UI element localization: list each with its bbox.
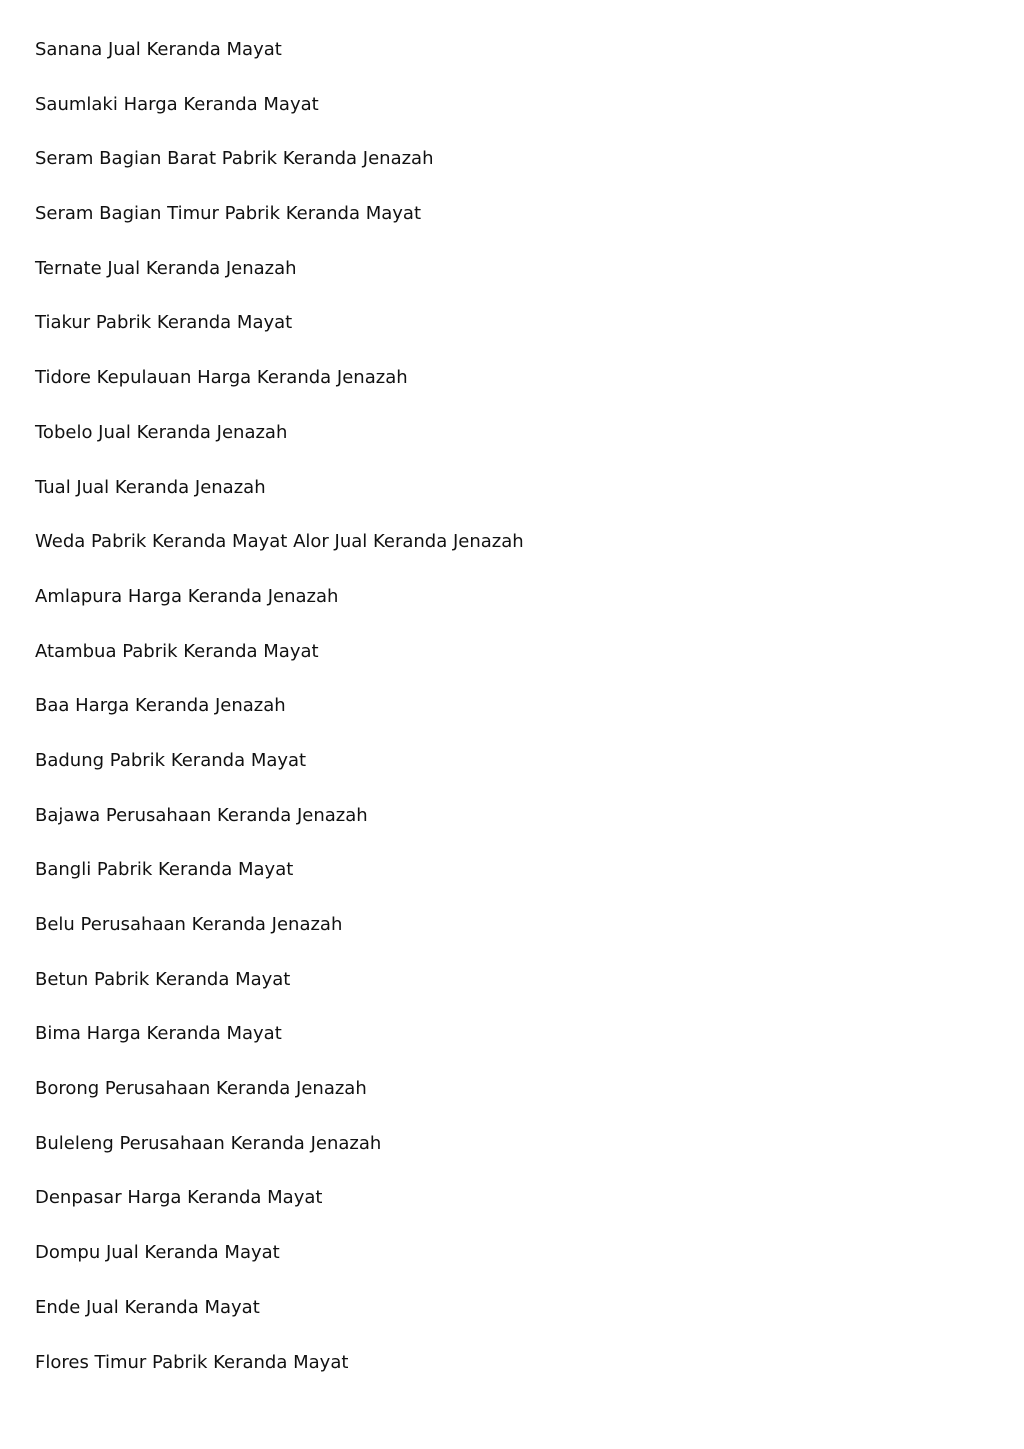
list-item: Bangli Pabrik Keranda Mayat	[35, 859, 294, 881]
list-item: Ternate Jual Keranda Jenazah	[35, 257, 297, 279]
list-item: Betun Pabrik Keranda Mayat	[35, 968, 291, 990]
list-item: Baa Harga Keranda Jenazah	[35, 695, 286, 717]
list-item: Bajawa Perusahaan Keranda Jenazah	[35, 804, 368, 826]
list-item: Saumlaki Harga Keranda Mayat	[35, 93, 319, 115]
list-item: Tidore Kepulauan Harga Keranda Jenazah	[35, 367, 408, 389]
list-item: Atambua Pabrik Keranda Mayat	[35, 640, 319, 662]
list-item: Tual Jual Keranda Jenazah	[35, 476, 266, 498]
list-item: Weda Pabrik Keranda Mayat Alor Jual Keranda Jenazah	[35, 531, 524, 553]
list-item: Ende Jual Keranda Mayat	[35, 1296, 260, 1318]
list-item: Flores Timur Pabrik Keranda Mayat	[35, 1351, 349, 1373]
list-item: Tiakur Pabrik Keranda Mayat	[35, 312, 293, 334]
list-item: Tobelo Jual Keranda Jenazah	[35, 421, 288, 443]
list-item: Seram Bagian Barat Pabrik Keranda Jenazah	[35, 148, 434, 170]
list-item: Badung Pabrik Keranda Mayat	[35, 749, 307, 771]
list-item: Belu Perusahaan Keranda Jenazah	[35, 914, 343, 935]
list-item: Sanana Jual Keranda Mayat	[35, 39, 282, 60]
list-item: Seram Bagian Timur Pabrik Keranda Mayat	[35, 203, 422, 225]
list-item: Denpasar Harga Keranda Mayat	[35, 1187, 323, 1209]
list-item: Bima Harga Keranda Mayat	[35, 1023, 282, 1045]
list-item: Dompu Jual Keranda Mayat	[35, 1242, 280, 1264]
location-list	[35, 36, 524, 1403]
list-item: Borong Perusahaan Keranda Jenazah	[35, 1078, 367, 1100]
list-item: Buleleng Perusahaan Keranda Jenazah	[35, 1132, 382, 1154]
list-item: Amlapura Harga Keranda Jenazah	[35, 585, 339, 607]
